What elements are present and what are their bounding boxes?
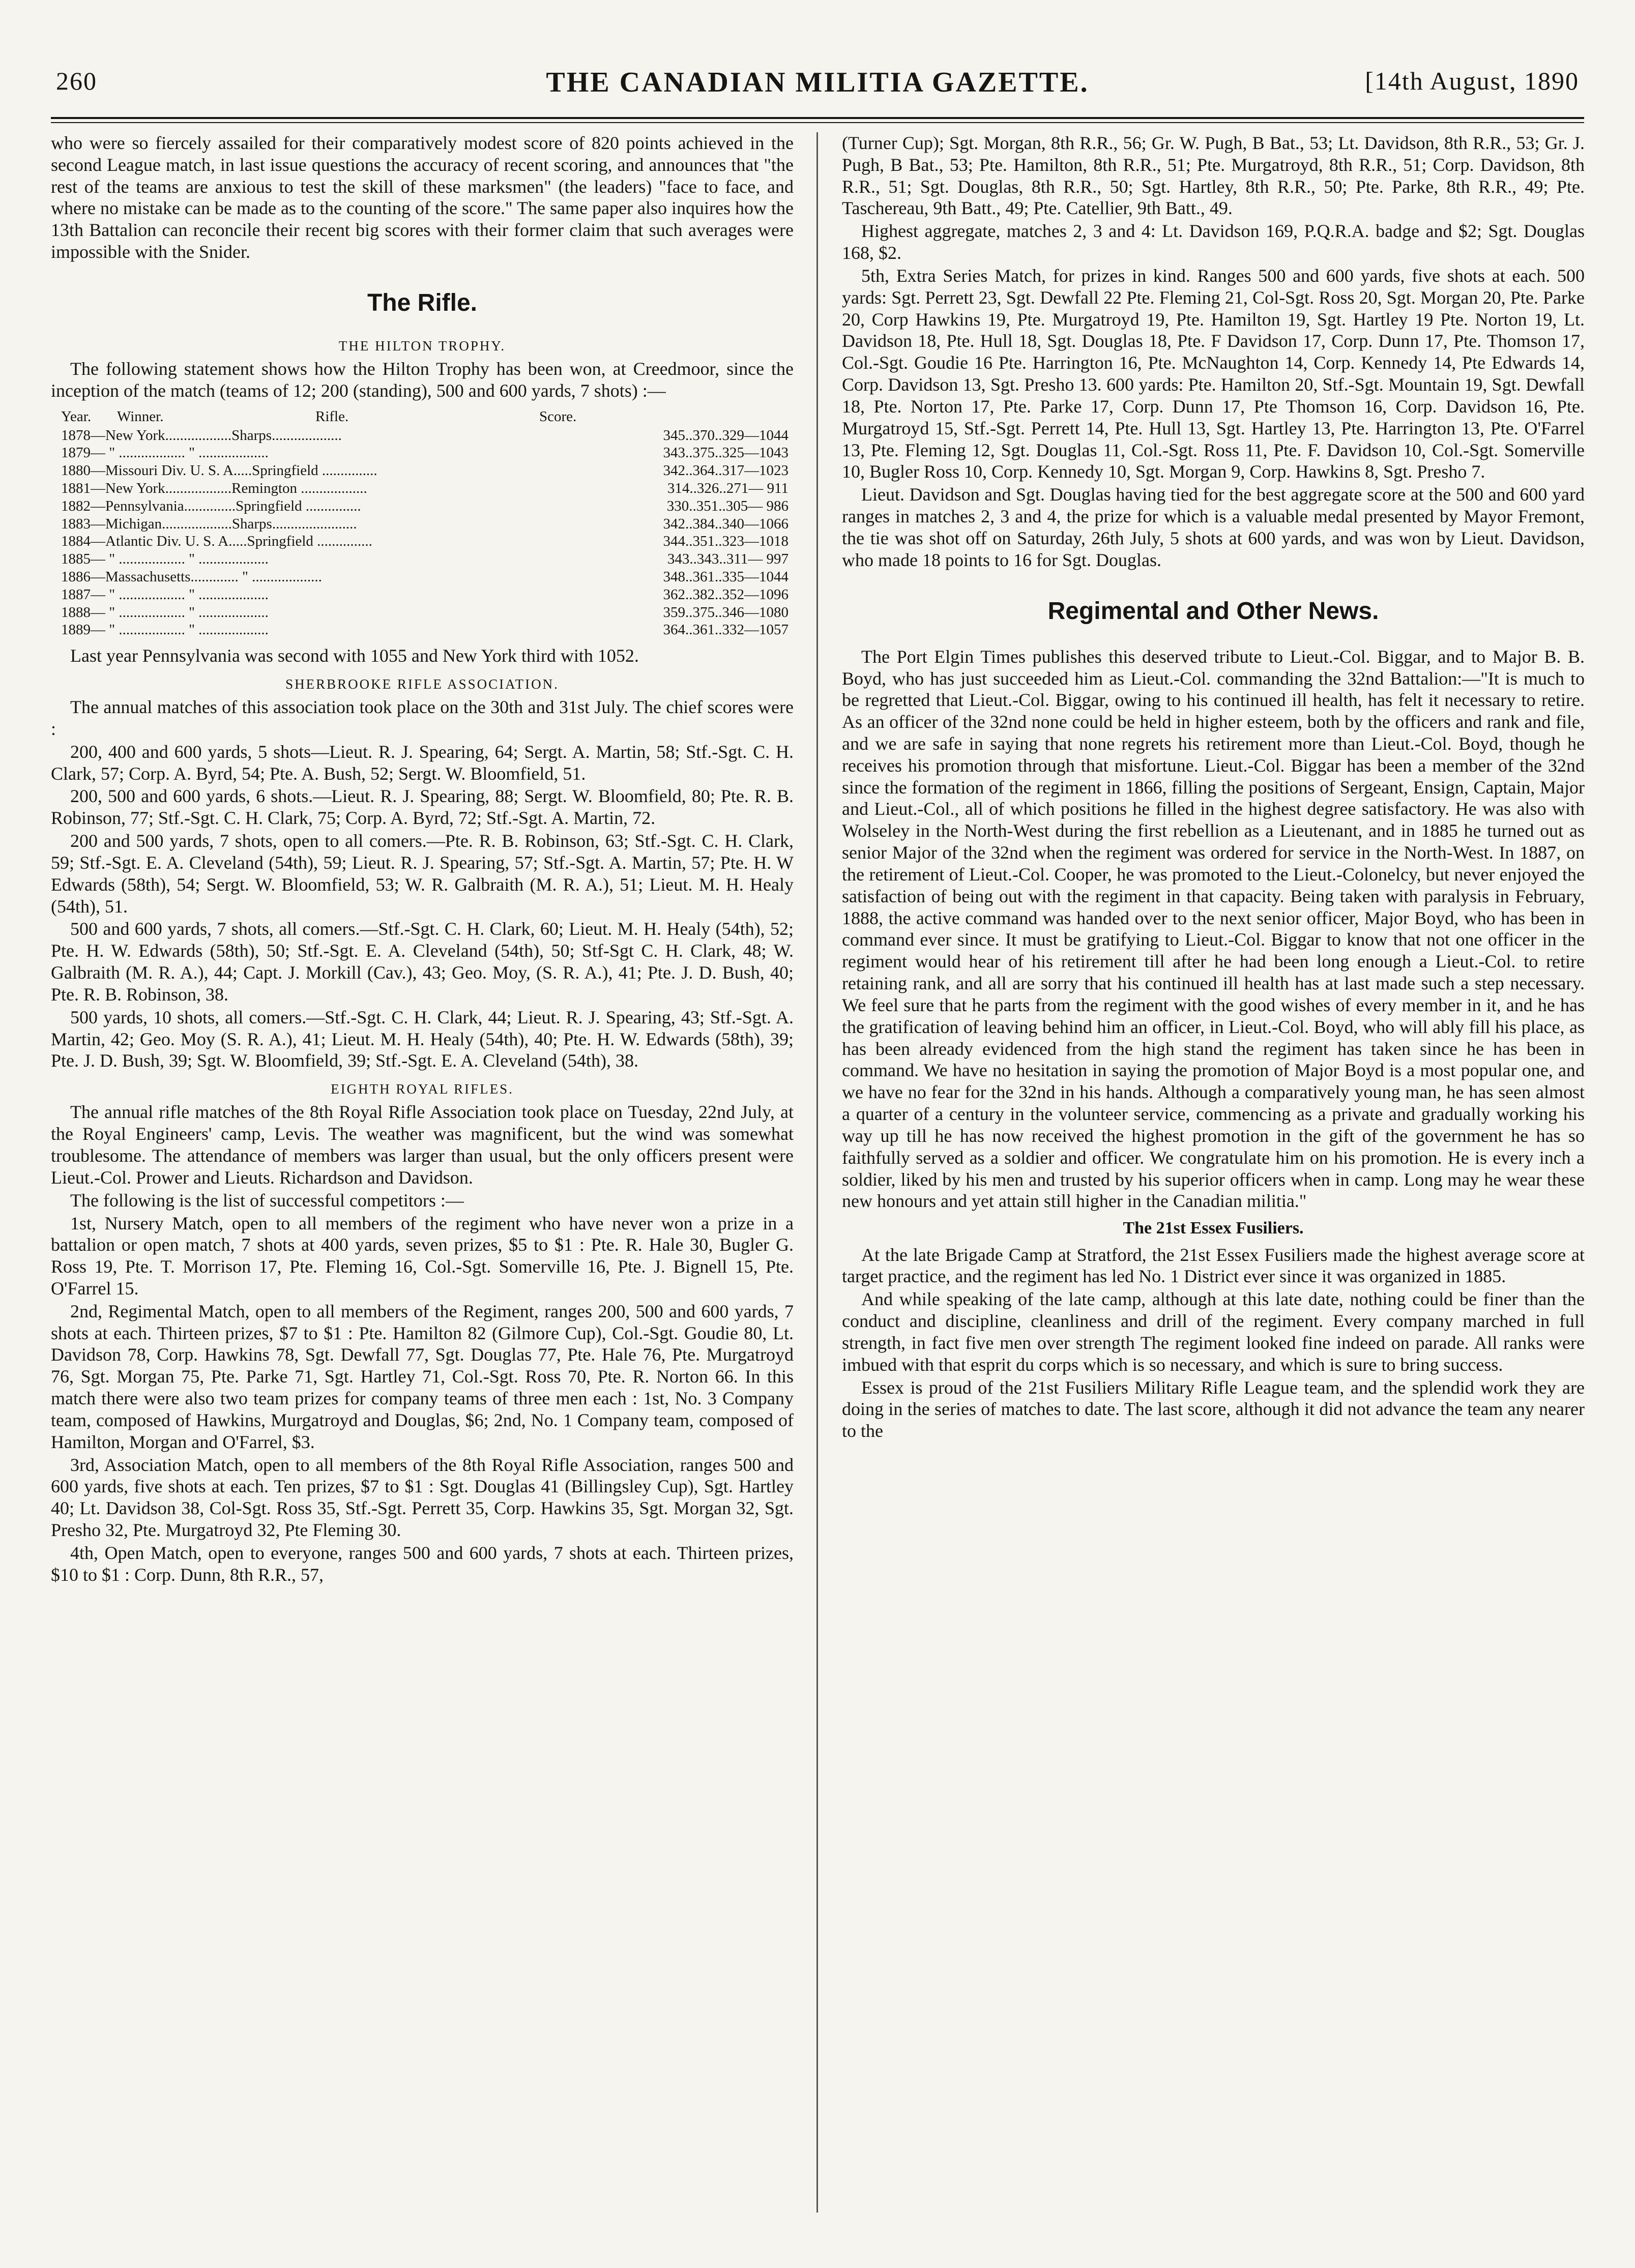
issue-date: [14th August, 1890 [1365, 67, 1579, 95]
regimental-heading: Regimental and Other News. [1047, 597, 1379, 625]
essex-paragraph: At the late Brigade Camp at Stratford, the 21st Essex Fusiliers made the highest average score at target practice, and the regiment has led No. 1 District ever since it was organized in 1885. [842, 1244, 1585, 1287]
masthead [51, 56, 1584, 112]
header-rule-thin [51, 122, 1584, 123]
hilton-score-cell: 314..326..271— 911 [667, 480, 789, 497]
eighth-heading: EIGHTH ROYAL RIFLES. [331, 1081, 514, 1097]
essex-paragraph: And while speaking of the late camp, although at this late date, nothing could be finer than the conduct and discipline, cleanliness and drill of the regiment. Every company marched in full strength, in fact five men over strength The regiment looked fine indeed on parade. All ranks were imbued with that esprit du corps which is so necessary, and which is sure to bring success. [842, 1289, 1585, 1375]
newspaper-title: THE CANADIAN MILITIA GAZETTE. [546, 67, 1089, 98]
eighth-paragraph: 3rd, Association Match, open to all members of the 8th Royal Rifle Association, ranges 500 and 600 yards, five shots at each. Ten prizes, $7 to $1 : Sgt. Douglas 41 (Billingsley Cup), Sgt. Hartley 40; Lt. Davidson 38, Col-Sgt. Ross 35, Stf.-Sgt. Perrett 35, Corp. Hawkins 35, Sgt. Morgan 32, Sgt. Presho 32, Pte. Murgatroyd 32, Pte Fleming 30. [51, 1454, 794, 1541]
rifle-heading: The Rifle. [367, 289, 478, 316]
page-number: 260 [56, 67, 97, 95]
col-year: Year. [61, 408, 92, 425]
sherbrooke-heading: SHERBROOKE RIFLE ASSOCIATION. [285, 676, 559, 692]
column-divider [816, 132, 818, 2213]
hilton-winner-cell: 1880—Missouri Div. U. S. A.....Springfield ............... [61, 462, 377, 479]
hilton-table-header [61, 408, 794, 426]
eighth-paragraph: 4th, Open Match, open to everyone, ranges 500 and 600 yards, 7 shots at each. Thirteen prizes, $10 to $1 : Corp. Dunn, 8th R.R., 57, [51, 1542, 794, 1585]
hilton-row [61, 550, 794, 568]
hilton-paragraph: The following statement shows how the Hilton Trophy has been won, at Creedmoor, since the inception of the match (teams of 12; 200 (standing), 500 and 600 yards, 7 shots) :— [51, 359, 794, 401]
hilton-score-cell: 343..375..325—1043 [663, 445, 789, 461]
eighth-paragraph: 1st, Nursery Match, open to all members of the regiment who have never won a prize in a battalion or open match, 7 shots at 400 yards, seven prizes, $5 to $1 : Pte. R. Hale 30, Bugler G. Ross 19, Pte. T. Morrison 17, Pte. Fleming 16, Col.-Sgt. Somerville 16, Pte. J. Bignell 15, Pte. O'Farrel 15. [51, 1213, 794, 1299]
hilton-winner-cell: 1886—Massachusetts............. " ................... [61, 569, 322, 585]
hilton-row [61, 444, 794, 462]
left-column [51, 132, 794, 2207]
intro-paragraph: who were so fiercely assailed for their comparatively modest score of 820 points achieved in the second League match, in last issue questions the accuracy of recent scoring, and announces that "the rest of the teams are anxious to test the skill of these marksmen" (the leaders) "face to face, and where no mistake can be made as to the counting of the score." The same paper also inquires how the 13th Battalion can reconcile their recent big scores with their former claim that such averages were impossible with the Snider. [51, 133, 794, 262]
eighth-paragraph: 2nd, Regimental Match, open to all members of the Regiment, ranges 200, 500 and 600 yards, 7 shots at each. Thirteen prizes, $7 to $1 : Pte. Hamilton 82 (Gilmore Cup), Col.-Sgt. Goudie 80, Lt. Davidson 78, Corp. Hawkins 78, Sgt. Dewfall 77, Sgt. Douglas 77, Pte. Hale 76, Pte. Murgatroyd 76, Sgt. Morgan 75, Pte. Parke 71, Sgt. Hartley 71, Col.-Sgt. Ross 70, Pte. R. Norton 66. In this match there were also two team prizes for company teams of three men each : 1st, No. 3 Company team, composed of Hawkins, Murgatroyd and Douglas, $6; 2nd, No. 1 Company team, composed of Hamilton, Morgan and O'Farrel, $3. [51, 1301, 794, 1452]
essex-heading: The 21st Essex Fusiliers. [1123, 1219, 1304, 1238]
hilton-winner-cell: 1889— " .................. " ................... [61, 622, 269, 638]
right-column [842, 132, 1585, 2207]
hilton-winner-cell: 1882—Pennsylvania..............Springfield ............... [61, 497, 361, 514]
eighth-paragraph: The annual rifle matches of the 8th Royal Rifle Association took place on Tuesday, 22nd July, at the Royal Engineers' camp, Levis. The weather was magnificent, but the wind was somewhat troublesome. The attendance of members was larger than usual, but the only officers present were Lieut.-Col. Prower and Lieuts. Richardson and Davidson. [51, 1102, 794, 1188]
sherbrooke-paragraph: 200, 400 and 600 yards, 5 shots—Lieut. R. J. Spearing, 64; Sergt. A. Martin, 58; Stf.-Sgt. C. H. Clark, 57; Corp. A. Byrd, 54; Pte. A. Bush, 52; Sergt. W. Bloomfield, 51. [51, 741, 794, 784]
hilton-score-cell: 330..351..305— 986 [666, 497, 789, 514]
col-winner: Winner. [117, 408, 164, 425]
hilton-heading: THE HILTON TROPHY. [338, 338, 506, 354]
regimental-paragraph: The Port Elgin Times publishes this deserved tribute to Lieut.-Col. Biggar, and to Major B. B. Boyd, who has just succeeded him as Lieut.-Col. commanding the 32nd Battalion:—"It is much to be regretted that Lieut.-Col. Biggar, owing to his continued ill health, has felt it necessary to retire. As an officer of the 32nd none could be held in higher esteem, both by the officers and rank and file, and we are safe in saying that none regrets his retirement more than Lieut.-Col. Boyd, though he receives his promotion through that misfortune. Lieut.-Col. Biggar has been a member of the 32nd since the formation of the regiment in 1866, filling the positions of Sergeant, Ensign, Captain, Major and Lieut.-Col., all of which positions he filled in the highest degree satisfactory. He was also with Wolseley in the North-West during the first rebellion as a Lieutenant, and in 1885 he turned out as senior Major of the 32nd when the regiment was ordered for service in the North-West. In 1887, on the retirement of Lieut.-Col. Cooper, he was promoted to the Lieut.-Colonelcy, but never enjoyed the satisfaction of being out with the regiment in that capacity. Being taken with paralysis in February, 1888, the active command was handed over to the next senior officer, Major Boyd, who has been in command ever since. It must be gratifying to Lieut.-Col. Biggar to know that not one officer in the regiment would hear of his retirement till after he had been long enough a Lieut.-Col. to retire retaining rank, and all are sorry that his continued ill health has at last made such a step necessary. We feel sure that he parts from the regiment with the good wishes of every member in it, and he has the gratification of leaving behind him an officer, in Lieut.-Col. Boyd, who will ably fill his place, as has been already evidenced from the high stand the regiment has taken since he has been in command. We have no hesitation in saying the promotion of Major Boyd is a most popular one, and we have no fear for the 32nd in his hands. Although a comparatively young man, he has seen almost a quarter of a century in the volunteer service, commencing as a private and gradually working his way up till he has now received the highest promotion in the gift of the government he has so faithfully served as a soldier and officer. We congratulate him on his promotion. He is every inch a soldier, liked by his men and trusted by his superior officers when in camp. Long may he wear these new honours and yet attain still higher in the Canadian militia." [842, 646, 1585, 1212]
hilton-winner-cell: 1879— " .................. " ................... [61, 445, 269, 461]
hilton-winner-cell: 1881—New York..................Remington .................. [61, 480, 367, 497]
hilton-score-cell: 344..351..323—1018 [663, 533, 789, 550]
hilton-table [61, 408, 794, 639]
hilton-winner-cell: 1884—Atlantic Div. U. S. A.....Springfield ............... [61, 533, 372, 550]
hilton-row [61, 462, 794, 480]
col-score: Score. [539, 408, 577, 425]
hilton-row [61, 427, 794, 445]
hilton-row [61, 586, 794, 604]
results-paragraph: Highest aggregate, matches 2, 3 and 4: Lt. Davidson 169, P.Q.R.A. badge and $2; Sgt. Douglas 168, $2. [842, 221, 1585, 263]
hilton-rows [61, 427, 794, 639]
hilton-row [61, 621, 794, 639]
hilton-winner-cell: 1883—Michigan...................Sharps....................... [61, 515, 357, 532]
continued-paragraph: (Turner Cup); Sgt. Morgan, 8th R.R., 56; Gr. W. Pugh, B Bat., 53; Lt. Davidson, 8th R.R., 53; Gr. J. Pugh, B Bat., 53; Pte. Hamilton, 8th R.R., 51; Pte. Murgatroyd, 8th R.R., 51; Corp. Davidson, 8th R.R., 51; Sgt. Douglas, 8th R.R., 50; Sgt. Hartley, 8th R.R., 50; Pte. Parke, 8th R.R., 49; Pte. Taschereau, 9th Batt., 49; Pte. Catellier, 9th Batt., 49. [842, 133, 1585, 219]
hilton-row [61, 533, 794, 550]
sherbrooke-paragraph: 500 and 600 yards, 7 shots, all comers.—Stf.-Sgt. C. H. Clark, 60; Lieut. M. H. Healy (54th), 52; Pte. H. W. Edwards (58th), 50; Stf.-Sgt. E. A. Cleveland (54th), 50; Stf-Sgt C. H. Clark, 48; W. Galbraith (M. R. A.), 44; Capt. J. Morkill (Cav.), 43; Geo. Moy, (S. R. A.), 41; Pte. J. D. Bush, 40; Pte. R. B. Robinson, 38. [51, 919, 794, 1005]
col-rifle: Rifle. [315, 408, 349, 425]
hilton-score-cell: 362..382..352—1096 [663, 586, 789, 603]
hilton-row [61, 480, 794, 497]
essex-paragraph: Essex is proud of the 21st Fusiliers Military Rifle League team, and the splendid work they are doing in the series of matches to date. The last score, although it did not advance the team any nearer to the [842, 1377, 1585, 1441]
hilton-winner-cell: 1888— " .................. " ................... [61, 604, 269, 621]
hilton-winner-cell: 1887— " .................. " ................... [61, 586, 269, 603]
hilton-row [61, 515, 794, 533]
sherbrooke-paragraph: 200 and 500 yards, 7 shots, open to all comers.—Pte. R. B. Robinson, 63; Stf.-Sgt. C. H. Clark, 59; Stf.-Sgt. E. A. Cleveland (54th), 59; Lieut. R. J. Spearing, 57; Stf.-Sgt. A. Martin, 57; Pte. H. W Edwards (58th), 54; Sergt. W. Bloomfield, 53; W. R. Galbraith (M. R. A.), 51; Lieut. M. H. Healy (54th), 51. [51, 831, 794, 917]
results-paragraph: 5th, Extra Series Match, for prizes in kind. Ranges 500 and 600 yards, five shots at each. 500 yards: Sgt. Perrett 23, Sgt. Dewfall 22 Pte. Fleming 21, Col-Sgt. Ross 20, Sgt. Morgan 20, Pte. Parke 20, Corp Hawkins 19, Pte. Murgatroyd 19, Pte. Hamilton 19, Sgt. Hartley 19 Pte. Norton 19, Lt. Davidson 18, Pte. Hull 18, Sgt. Douglas 18, Pte. F Davidson 17, Corp. Dunn 17, Pte. Thomson 17, Col.-Sgt. Goudie 16 Pte. Harrington 16, Pte. McNaughton 14, Corp. Kennedy 14, Pte Edwards 14, Corp. Davidson 13, Sgt. Presho 13. 600 yards: Pte. Hamilton 20, Stf.-Sgt. Mountain 19, Sgt. Dewfall 18, Pte. Norton 17, Pte. Parke 17, Corp. Dunn 17, Pte Thomson 16, Corp. Davidson 16, Pte. Murgatroyd 15, Stf.-Sgt. Perrett 14, Pte. Hull 13, Sgt. Hartley 13, Pte. Harrington 13, Pte. O'Farrel 13, Pte. Fleming 12, Sgt. Douglas 11, Col.-Sgt. Ross 11, Pte. F. Davidson 10, Col.-Sgt. Somerville 10, Bugler Ross 10, Corp. Kennedy 10, Sgt. Morgan 9, Corp. Hawkins 8, Sgt. Presho 7. [842, 265, 1585, 482]
hilton-row [61, 604, 794, 622]
hilton-after: Last year Pennsylvania was second with 1055 and New York third with 1052. [70, 645, 639, 666]
results-paragraph: Lieut. Davidson and Sgt. Douglas having tied for the best aggregate score at the 500 and 600 yard ranges in matches 2, 3 and 4, the prize for which is a valuable medal presented by Mayor Fremont, the tie was shot off on Saturday, 26th July, 5 shots at 600 yards, and was won by Lieut. Davidson, who made 18 points to 16 for Sgt. Douglas. [842, 484, 1585, 570]
hilton-score-cell: 342..364..317—1023 [663, 462, 789, 479]
hilton-score-cell: 343..343..311— 997 [667, 551, 789, 568]
eighth-paragraph: The following is the list of successful competitors :— [70, 1190, 464, 1211]
hilton-score-cell: 359..375..346—1080 [663, 604, 789, 621]
hilton-winner-cell: 1885— " .................. " ................... [61, 551, 269, 568]
sherbrooke-paragraph: 200, 500 and 600 yards, 6 shots.—Lieut. R. J. Spearing, 88; Sergt. W. Bloomfield, 80; Pte. R. B. Robinson, 77; Stf.-Sgt. C. H. Clark, 75; Corp. A. Byrd, 72; Stf.-Sgt. A. Martin, 72. [51, 786, 794, 829]
hilton-score-cell: 348..361..335—1044 [663, 569, 789, 585]
newspaper-page [51, 41, 1584, 2228]
hilton-row [61, 497, 794, 515]
sherbrooke-paragraph: 500 yards, 10 shots, all comers.—Stf.-Sgt. C. H. Clark, 44; Lieut. R. J. Spearing, 43; Stf.-Sgt. A. Martin, 42; Geo. Moy (S. R. A.), 41; Lieut. M. H. Healy (54th), 40; Pte. H. W. Edwards (58th), 39; Pte. J. D. Bush, 39; Sgt. W. Bloomfield, 39; Stf.-Sgt. E. A. Cleveland (54th), 38. [51, 1007, 794, 1071]
sherbrooke-paragraph: The annual matches of this association took place on the 30th and 31st July. The chief scores were : [51, 697, 794, 739]
header-rule [51, 117, 1584, 119]
hilton-winner-cell: 1878—New York..................Sharps................... [61, 427, 342, 444]
hilton-score-cell: 364..361..332—1057 [663, 622, 789, 638]
hilton-score-cell: 342..384..340—1066 [663, 515, 789, 532]
hilton-score-cell: 345..370..329—1044 [663, 427, 789, 444]
hilton-row [61, 568, 794, 586]
